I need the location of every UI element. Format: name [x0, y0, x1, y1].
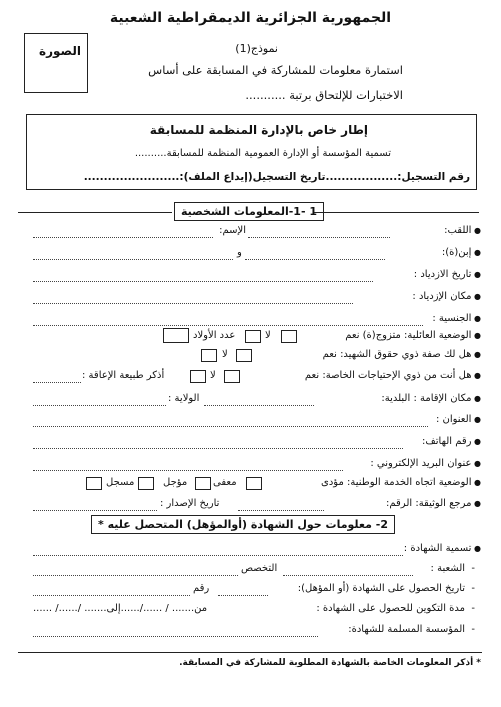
nationality-field[interactable] [33, 324, 423, 326]
birth-place-row: ● مكان الإزدياد : [412, 291, 481, 302]
special-no-label: لا [210, 370, 216, 381]
last-name-label: اللقب: [444, 225, 472, 236]
last-name-row: ● اللقب: [444, 225, 481, 236]
residence-label: مكان الإقامة : البلدية: [381, 393, 472, 404]
obtained-label: تاريخ الحصول على الشهادة (أو المؤهل): [297, 583, 466, 594]
deferred-label: مؤجل [163, 477, 188, 488]
branch-label: الشعبة : [430, 563, 466, 574]
mother-field[interactable] [33, 258, 233, 260]
number-field[interactable] [33, 594, 190, 596]
married-no-label: لا [265, 330, 271, 341]
phone-field[interactable] [33, 447, 403, 449]
training-label: مدة التكوين للحصول على الشهادة : [316, 603, 466, 614]
special-no-checkbox[interactable] [190, 370, 206, 383]
email-row: ● عنوان البريد الإلكتروني : [370, 458, 481, 469]
children-count-box[interactable] [163, 328, 189, 343]
obtained-date-field[interactable] [218, 594, 268, 596]
disability-field[interactable] [33, 381, 81, 383]
doc-ref-label: مرجع الوثيقة: الرقم: [386, 498, 472, 509]
admin-box [26, 114, 477, 190]
obtained-row: - تاريخ الحصول على الشهادة (أو المؤهل): [297, 583, 475, 594]
issue-date-label: تاريخ الإصدار : [160, 498, 220, 509]
birth-date-row: ● تاريخ الازدياد : [413, 269, 481, 280]
training-row: - مدة التكوين للحصول على الشهادة : [316, 603, 475, 614]
institution-row: - المؤسسة المسلمة للشهادة: [348, 624, 475, 635]
footnote: * أذكر المعلومات الخاصة بالشهادة المطلوبة للمشاركة في المسابقة. [179, 658, 481, 668]
nationality-row: ● الجنسية : [432, 313, 481, 324]
registered-checkbox[interactable] [86, 477, 102, 490]
birth-date-field[interactable] [33, 280, 373, 282]
nationality-label: الجنسية : [432, 313, 472, 324]
service-row: ● الوضعية اتجاه الخدمة الوطنية: مؤدى [321, 477, 481, 488]
service-done-checkbox[interactable] [246, 477, 262, 490]
degree-label: تسمية الشهادة : [403, 543, 472, 554]
children-label: عدد الأولاد [193, 330, 236, 341]
number-label: رقم [193, 583, 210, 594]
son-of-label: إبن(ة): [441, 247, 472, 258]
martyr-no-label: لا [222, 349, 228, 360]
wilaya-label: الولاية : [168, 393, 200, 404]
degree-row: ● تسمية الشهادة : [403, 543, 481, 554]
last-name-field[interactable] [248, 236, 390, 238]
first-name-label: الإسم: [219, 225, 246, 236]
photo-box [24, 33, 88, 93]
branch-field[interactable] [283, 574, 413, 576]
branch-row: - الشعبة : [430, 563, 475, 574]
special-yes-checkbox[interactable] [224, 370, 240, 383]
exempt-label: معفى [213, 477, 237, 488]
martyr-label: هل لك صفة ذوي حقوق الشهيد: نعم [322, 349, 472, 360]
married-yes-checkbox[interactable] [281, 330, 297, 343]
service-label: الوضعية اتجاه الخدمة الوطنية: مؤدى [321, 477, 472, 488]
form-title: استمارة معلومات للمشاركة في المسابقة على أساس [148, 63, 403, 77]
address-label: العنوان : [435, 414, 472, 425]
photo-label: الصورة [39, 44, 81, 58]
email-field[interactable] [33, 469, 343, 471]
institution-label: المؤسسة المسلمة للشهادة: [348, 624, 466, 635]
deferred-checkbox[interactable] [138, 477, 154, 490]
first-name-field[interactable] [33, 236, 213, 238]
specialty-label: التخصص [241, 563, 278, 574]
wilaya-field[interactable] [33, 404, 166, 406]
qualification-heading: 2- معلومات حول الشهادة (أوالمؤهل) المتحصل عليه * [91, 515, 395, 534]
married-no-checkbox[interactable] [245, 330, 261, 343]
address-row: ● العنوان : [435, 414, 481, 425]
birth-place-field[interactable] [33, 302, 353, 304]
footnote-divider [18, 652, 482, 653]
birth-place-label: مكان الإزدياد : [412, 291, 472, 302]
specialty-field[interactable] [33, 574, 238, 576]
personal-heading: 1 -1-المعلومات الشخصية [174, 202, 324, 221]
admin-subtitle: تسمية المؤسسة أو الإدارة العمومية المنظمة للمسابقة.......... [134, 148, 391, 159]
issue-date-field[interactable] [33, 509, 157, 511]
son-of-row: ● إبن(ة): [441, 247, 481, 258]
special-needs-row: ● هل أنت من ذوي الإحتياجات الخاصة: نعم [304, 370, 481, 381]
registered-label: مسجل [106, 477, 135, 488]
doc-number-field[interactable] [238, 509, 324, 511]
and-label: و [237, 247, 242, 258]
registration-line: رقم التسجيل:..................تاريخ التسجيل(إيداع الملف):........................ [83, 171, 470, 183]
municipality-field[interactable] [204, 404, 314, 406]
page-title: الجمهورية الجزائرية الديمقراطية الشعبية [109, 10, 392, 26]
family-status-row: ● الوضعية العائلية: متزوج(ة) نعم [345, 330, 481, 341]
special-needs-label: هل أنت من ذوي الإحتياجات الخاصة: نعم [304, 370, 472, 381]
martyr-row: ● هل لك صفة ذوي حقوق الشهيد: نعم [322, 349, 481, 360]
phone-label: رقم الهاتف: [422, 436, 472, 447]
doc-ref-row: ● مرجع الوثيقة: الرقم: [386, 498, 481, 509]
model-label: نموذج(1) [235, 42, 278, 55]
degree-field[interactable] [33, 554, 403, 556]
form-subtitle: الاختبارات للإلتحاق برتبة ........... [245, 88, 403, 102]
family-status-label: الوضعية العائلية: متزوج(ة) نعم [345, 330, 472, 341]
address-field[interactable] [33, 425, 428, 427]
martyr-yes-checkbox[interactable] [236, 349, 252, 362]
father-field[interactable] [245, 258, 385, 260]
training-period-field[interactable]: من....... / ....../......إلى....... /....../ ...... [33, 603, 208, 614]
residence-row: ● مكان الإقامة : البلدية: [381, 393, 481, 404]
phone-row: ● رقم الهاتف: [422, 436, 481, 447]
institution-field[interactable] [33, 635, 318, 637]
martyr-no-checkbox[interactable] [201, 349, 217, 362]
exempt-checkbox[interactable] [195, 477, 211, 490]
divider-left [18, 212, 172, 213]
email-label: عنوان البريد الإلكتروني : [370, 458, 472, 469]
admin-title: إطار خاص بالإدارة المنظمة للمسابقة [149, 123, 368, 137]
disability-label: أذكر طبيعة الإعاقة : [82, 370, 165, 381]
birth-date-label: تاريخ الازدياد : [413, 269, 472, 280]
divider-right [314, 212, 479, 213]
